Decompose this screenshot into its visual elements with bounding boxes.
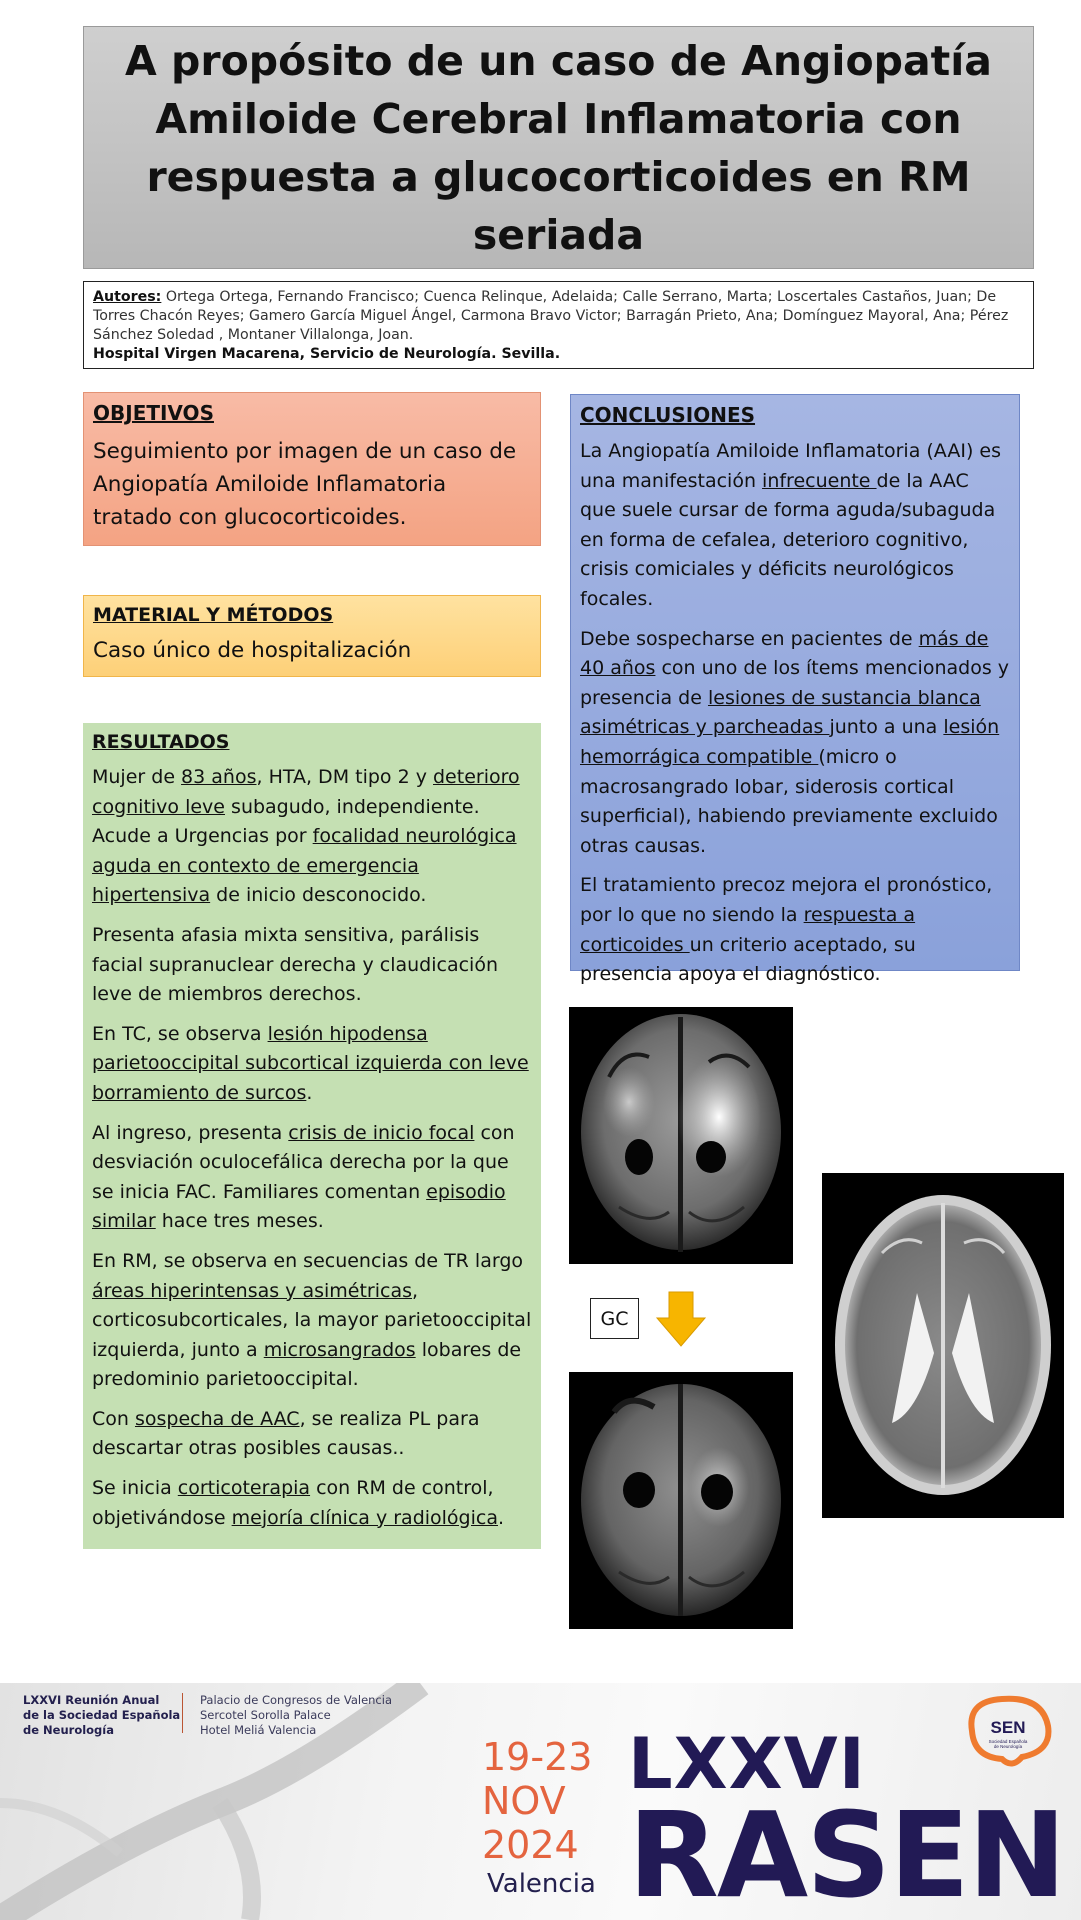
underlined-run: mejoría clínica y radiológica [231, 1506, 498, 1529]
text-run: . [306, 1081, 313, 1104]
text-run: Con [92, 1407, 135, 1430]
underlined-run: deterioro cognitivo leve [92, 766, 520, 818]
meeting-footer-banner [0, 1683, 1081, 1920]
resultados-paragraph-4 [92, 1119, 532, 1237]
objetivos-panel [83, 392, 541, 546]
meeting-line: de Neurología [23, 1723, 114, 1737]
mri-coronal-pre-image [569, 1007, 793, 1264]
meeting-line: LXXVI Reunión Anual [23, 1693, 160, 1707]
resultados-heading: RESULTADOS [92, 731, 230, 753]
event-name: RASEN [628, 1786, 1065, 1920]
venue: Palacio de Congresos de Valencia [200, 1693, 393, 1707]
underlined-run: infrecuente [762, 469, 877, 492]
text-run: Debe sospecharse en pacientes de [580, 627, 919, 650]
conclusiones-heading: CONCLUSIONES [580, 403, 756, 427]
hospital-affiliation: Hospital Virgen Macarena, Servicio de Neurología. Sevilla. [93, 346, 561, 362]
gc-label: GC [590, 1298, 639, 1339]
material-heading: MATERIAL Y MÉTODOS [93, 604, 334, 626]
objetivos-text: Seguimiento por imagen de un caso de Angiopatía Amiloide Inflamatoria tratado con glucocorticoides. [93, 439, 517, 530]
underlined-run: respuesta a corticoides [580, 903, 916, 956]
text-run: junto a una [829, 716, 944, 739]
resultados-paragraph-3 [92, 1020, 532, 1109]
down-arrow-icon [655, 1290, 707, 1348]
text-run: , se realiza PL para descartar otras posibles causas.. [92, 1407, 480, 1460]
mri-axial-image [822, 1173, 1064, 1518]
underlined-run: sospecha de AAC [134, 1407, 300, 1430]
venue: Hotel Meliá Valencia [200, 1723, 317, 1737]
underlined-run: 83 años [181, 766, 257, 788]
text-run: En RM, se observa en secuencias de TR largo [92, 1249, 524, 1272]
text-run: lobares de predominio parietooccipital. [92, 1338, 522, 1391]
edition-number: LXXVI [628, 1723, 866, 1805]
text-run: de la AAC que suele cursar de forma aguda/subaguda en forma de cefalea, deterioro cognitivo, crisis comiciales y déficits neurológicos focales. [580, 469, 996, 610]
material-metodos-panel [83, 595, 541, 677]
authors-box [83, 281, 1034, 369]
conclusiones-paragraph-1 [580, 437, 1010, 615]
resultados-paragraph-1 [92, 763, 532, 911]
text-run: (micro o macrosangrado lobar, siderosis cortical superficial), habiendo previamente excluido otras causas. [580, 745, 998, 857]
resultados-paragraph-6 [92, 1405, 532, 1464]
text-run: con RM de control, objetivándose [92, 1477, 494, 1529]
text-run: un criterio aceptado, su presencia apoya el diagnóstico. [580, 933, 916, 986]
resultados-paragraph-7 [92, 1474, 532, 1533]
mri-axial-t2 [822, 1173, 1064, 1518]
underlined-run: crisis de inicio focal [288, 1121, 475, 1144]
authors-names: Ortega Ortega, Fernando Francisco; Cuenca Relinque, Adelaida; Calle Serrano, Marta; Loscertales Castaños, Juan; De Torres Chacón Reyes; Gamero García Miguel Ángel, Carmona Bravo Victor; Barragán Prieto, Ana; Domínguez Mayoral, Ana; Pérez Sánchez Soledad , Montaner Villalonga, Joan. [93, 289, 1009, 343]
text-run: con uno de los ítems mencionados y presencia de [580, 657, 1010, 709]
sen-logo-subtext: de Neurología [993, 1744, 1023, 1749]
text-run: El tratamiento precoz mejora el pronóstico, por lo que no siendo la [580, 874, 993, 926]
meeting-dates [482, 1735, 592, 1867]
meeting-city: Valencia [487, 1869, 596, 1899]
underlined-run: lesiones de sustancia blanca asimétricas y parcheadas [580, 686, 981, 739]
meeting-line: de la Sociedad Española [23, 1708, 181, 1722]
underlined-run: corticoterapia [177, 1477, 311, 1500]
text-run: hace tres meses. [155, 1210, 324, 1233]
conclusiones-paragraph-3 [580, 871, 1010, 989]
material-text: Caso único de hospitalización [93, 638, 412, 663]
text-run: con desviación oculocefálica derecha por la que se inicia FAC. Familiares comentan [92, 1121, 515, 1203]
sen-logo-subtext: Sociedad Española [988, 1739, 1028, 1744]
text-run: de inicio desconocido. [210, 884, 427, 907]
underlined-run: lesión hipodensa parietooccipital subcortical izquierda con leve borramiento de surcos [92, 1022, 529, 1104]
text-run: Se inicia [92, 1477, 178, 1500]
underlined-run: lesión hemorrágica compatible [580, 716, 1000, 768]
venue: Sercotel Sorolla Palace [200, 1708, 331, 1722]
text-run: Al ingreso, presenta [92, 1121, 289, 1144]
date-year: 2024 [482, 1823, 579, 1867]
date-month: NOV [482, 1779, 566, 1823]
underlined-run: episodio similar [92, 1180, 506, 1233]
text-run: La Angiopatía Amiloide Inflamatoria (AAI) es una manifestación [580, 440, 1001, 492]
underlined-run: focalidad neurológica aguda en contexto de emergencia hipertensiva [92, 825, 517, 907]
mri-coronal-pre-treatment [569, 1007, 793, 1264]
underlined-run: más de 40 años [580, 627, 989, 680]
text-run: En TC, se observa [92, 1022, 268, 1045]
underlined-run: áreas hiperintensas y asimétricas [92, 1279, 413, 1302]
resultados-paragraph-5 [92, 1247, 532, 1395]
meeting-name [23, 1693, 180, 1738]
title-banner [83, 26, 1034, 269]
objetivos-heading: OBJETIVOS [93, 401, 214, 425]
text-run: . [498, 1506, 505, 1529]
text-run: subagudo, independiente. Acude a Urgencias por [92, 795, 480, 848]
authors-label: Autores: [93, 289, 162, 305]
mri-coronal-post-treatment [569, 1372, 793, 1629]
sen-logo-icon [962, 1691, 1054, 1771]
underlined-run: microsangrados [263, 1338, 416, 1361]
resultados-paragraph-2: Presenta afasia mixta sensitiva, parálisis facial supranuclear derecha y claudicación leve de miembros derechos. [92, 923, 498, 1006]
text-run: , HTA, DM tipo 2 y [256, 766, 433, 788]
conclusiones-paragraph-2 [580, 625, 1010, 862]
mri-coronal-post-image [569, 1372, 793, 1629]
sen-logo-text: SEN [990, 1718, 1026, 1737]
venues-list [200, 1693, 392, 1738]
poster-title: A propósito de un caso de Angiopatía Amiloide Cerebral Inflamatoria con respuesta a glucocorticoides en RM seriada [125, 36, 992, 259]
text-run: , corticosubcorticales, la mayor parietooccipital izquierda, junto a [92, 1279, 532, 1361]
date-days: 19-23 [482, 1735, 593, 1779]
conclusiones-panel [570, 394, 1020, 986]
footer-divider [182, 1693, 183, 1733]
resultados-panel [83, 723, 541, 1549]
text-run: Mujer de [92, 766, 182, 788]
